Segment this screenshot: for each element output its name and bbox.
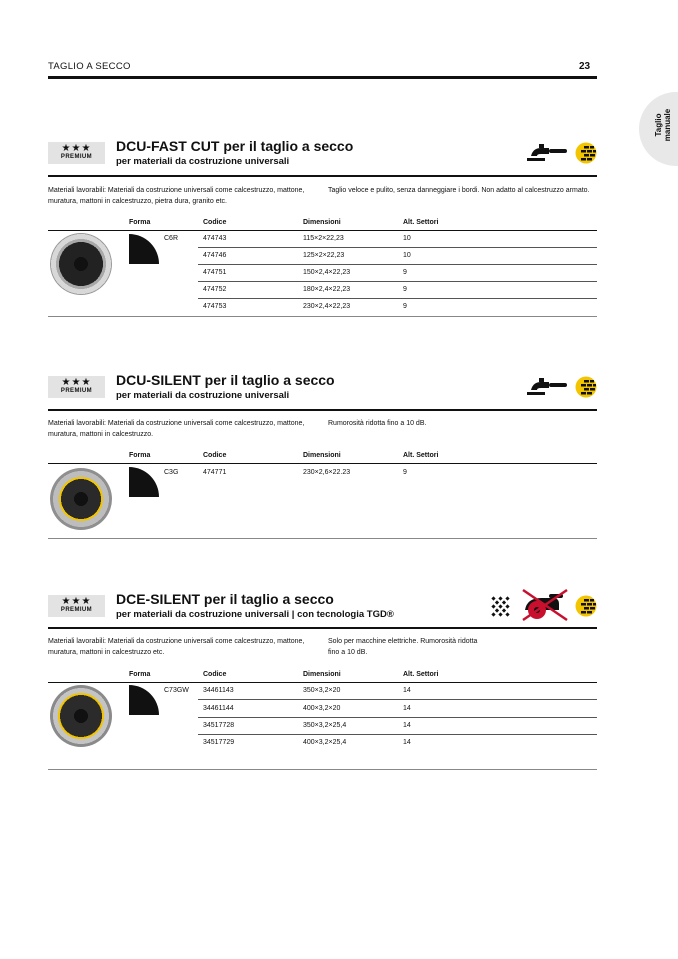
page-number: 23	[579, 61, 591, 72]
table-row-rule	[198, 734, 597, 735]
col-header-codice: Codice	[203, 671, 227, 678]
section-bottom-rule	[48, 538, 597, 539]
col-header-dimensioni: Dimensioni	[303, 671, 341, 678]
angle-grinder-icon	[527, 142, 569, 164]
table-row-rule	[198, 717, 597, 718]
table-cell-dim: 180×2,4×22,23	[303, 286, 351, 293]
section-title: DCU-FAST CUT per il taglio a secco	[116, 138, 354, 154]
section-rule	[48, 175, 597, 177]
table-cell-alt: 10	[403, 235, 411, 242]
description-notes: Solo per macchine elettriche. Rumorosità ridotta fino a 10 dB.	[328, 638, 478, 656]
product-section-dce-silent	[48, 587, 597, 771]
table-cell-dim: 400×3,2×20	[303, 705, 341, 712]
col-header-dimensioni: Dimensioni	[303, 219, 341, 226]
section-subtitle: per materiali da costruzione universali	[116, 156, 290, 167]
col-header-alt: Alt. Settori	[403, 671, 439, 678]
table-cell-alt: 14	[403, 739, 411, 746]
col-header-codice: Codice	[203, 219, 227, 226]
product-disc-image	[50, 468, 112, 530]
description-notes: Taglio veloce e pulito, senza danneggiare i bordi. Non adatto al calcestruzzo armato.	[328, 187, 590, 194]
segment-shape-icon	[129, 467, 159, 497]
col-header-alt: Alt. Settori	[403, 219, 439, 226]
header-rule	[48, 76, 597, 79]
table-header-rule	[48, 682, 597, 683]
table-cell-codice: 34517728	[203, 722, 235, 729]
table-cell-dim: 230×2,4×22,23	[303, 303, 351, 310]
side-tab-label	[654, 100, 672, 150]
side-tab-line1: Taglio	[654, 113, 663, 137]
premium-label: PREMIUM	[60, 607, 93, 613]
forma-code: C73GW	[164, 687, 189, 694]
description-materials: Materiali lavorabili: Materiali da costruzione universali come calcestruzzo, mattone, muratura, mattoni in calcestruzzo, pietra dura, granito etc.	[48, 187, 305, 205]
table-header-rule	[48, 463, 597, 464]
table-cell-alt: 14	[403, 722, 411, 729]
product-disc-image	[50, 233, 112, 295]
col-header-alt: Alt. Settori	[403, 452, 439, 459]
table-cell-codice: 474771	[203, 469, 227, 476]
section-rule	[48, 409, 597, 411]
stars-rating: ★★★	[61, 143, 92, 154]
product-disc-image	[50, 685, 112, 747]
table-cell-codice: 34517729	[203, 739, 235, 746]
table-cell-alt: 14	[403, 705, 411, 712]
section-subtitle: per materiali da costruzione universali	[116, 390, 290, 401]
section-title: DCE-SILENT per il taglio a secco	[116, 591, 334, 607]
table-cell-dim: 150×2,4×22,23	[303, 269, 351, 276]
col-header-forma: Forma	[129, 671, 151, 678]
col-header-forma: Forma	[129, 219, 151, 226]
header-title: TAGLIO A SECCO	[48, 61, 131, 72]
angle-grinder-icon	[527, 376, 569, 398]
premium-badge	[48, 595, 105, 617]
diamond-dots-icon	[490, 595, 512, 617]
table-cell-dim: 230×2,6×22.23	[303, 469, 351, 476]
table-cell-dim: 350×3,2×25,4	[303, 722, 347, 729]
segment-shape-icon	[129, 685, 159, 715]
table-row-rule	[198, 281, 597, 282]
product-section-dcu-fast-cut	[48, 134, 597, 324]
table-row-rule	[198, 264, 597, 265]
brick-wall-icon	[575, 595, 597, 617]
product-section-dcu-silent	[48, 368, 597, 540]
table-cell-codice: 474746	[203, 252, 227, 259]
col-header-forma: Forma	[129, 452, 151, 459]
table-cell-alt: 9	[403, 269, 407, 276]
table-cell-alt: 9	[403, 286, 407, 293]
section-subtitle: per materiali da costruzione universali | con tecnologia TGD®	[116, 609, 394, 620]
table-cell-codice: 34461143	[203, 687, 234, 694]
table-row-rule	[198, 699, 597, 700]
description-materials: Materiali lavorabili: Materiali da costruzione universali come calcestruzzo, mattone, muratura, mattoni in calcestruzzo etc.	[48, 638, 305, 656]
col-header-dimensioni: Dimensioni	[303, 452, 341, 459]
premium-badge	[48, 142, 105, 164]
table-cell-dim: 125×2×22,23	[303, 252, 345, 259]
table-row-rule	[198, 298, 597, 299]
section-title: DCU-SILENT per il taglio a secco	[116, 372, 335, 388]
table-cell-alt: 10	[403, 252, 411, 259]
no-petrol-saw-icon	[519, 588, 571, 622]
table-cell-codice: 34461144	[203, 705, 234, 712]
side-tab-line2: manuale	[663, 108, 672, 142]
description-materials: Materiali lavorabili: Materiali da costruzione universali come calcestruzzo, mattone, muratura, mattoni in calcestruzzo.	[48, 420, 305, 438]
premium-label: PREMIUM	[60, 388, 93, 394]
table-cell-codice: 474753	[203, 303, 227, 310]
table-cell-codice: 474752	[203, 286, 227, 293]
premium-badge	[48, 376, 105, 398]
description-notes: Rumorosità ridotta fino a 10 dB.	[328, 420, 427, 427]
section-bottom-rule	[48, 769, 597, 770]
col-header-codice: Codice	[203, 452, 227, 459]
table-cell-alt: 14	[403, 687, 411, 694]
forma-code: C3G	[164, 469, 179, 476]
table-cell-codice: 474751	[203, 269, 227, 276]
table-cell-codice: 474743	[203, 235, 227, 242]
stars-rating: ★★★	[61, 596, 92, 607]
section-rule	[48, 627, 597, 629]
table-cell-alt: 9	[403, 303, 407, 310]
brick-wall-icon	[575, 376, 597, 398]
forma-code: C6R	[164, 235, 179, 242]
premium-label: PREMIUM	[60, 154, 93, 160]
table-cell-dim: 400×3,2×25,4	[303, 739, 347, 746]
section-bottom-rule	[48, 316, 597, 317]
table-cell-dim: 115×2×22,23	[303, 235, 344, 242]
table-cell-alt: 9	[403, 469, 407, 476]
brick-wall-icon	[575, 142, 597, 164]
table-cell-dim: 350×3,2×20	[303, 687, 341, 694]
stars-rating: ★★★	[61, 377, 92, 388]
table-row-rule	[198, 247, 597, 248]
segment-shape-icon	[129, 234, 159, 264]
table-header-rule	[48, 230, 597, 231]
